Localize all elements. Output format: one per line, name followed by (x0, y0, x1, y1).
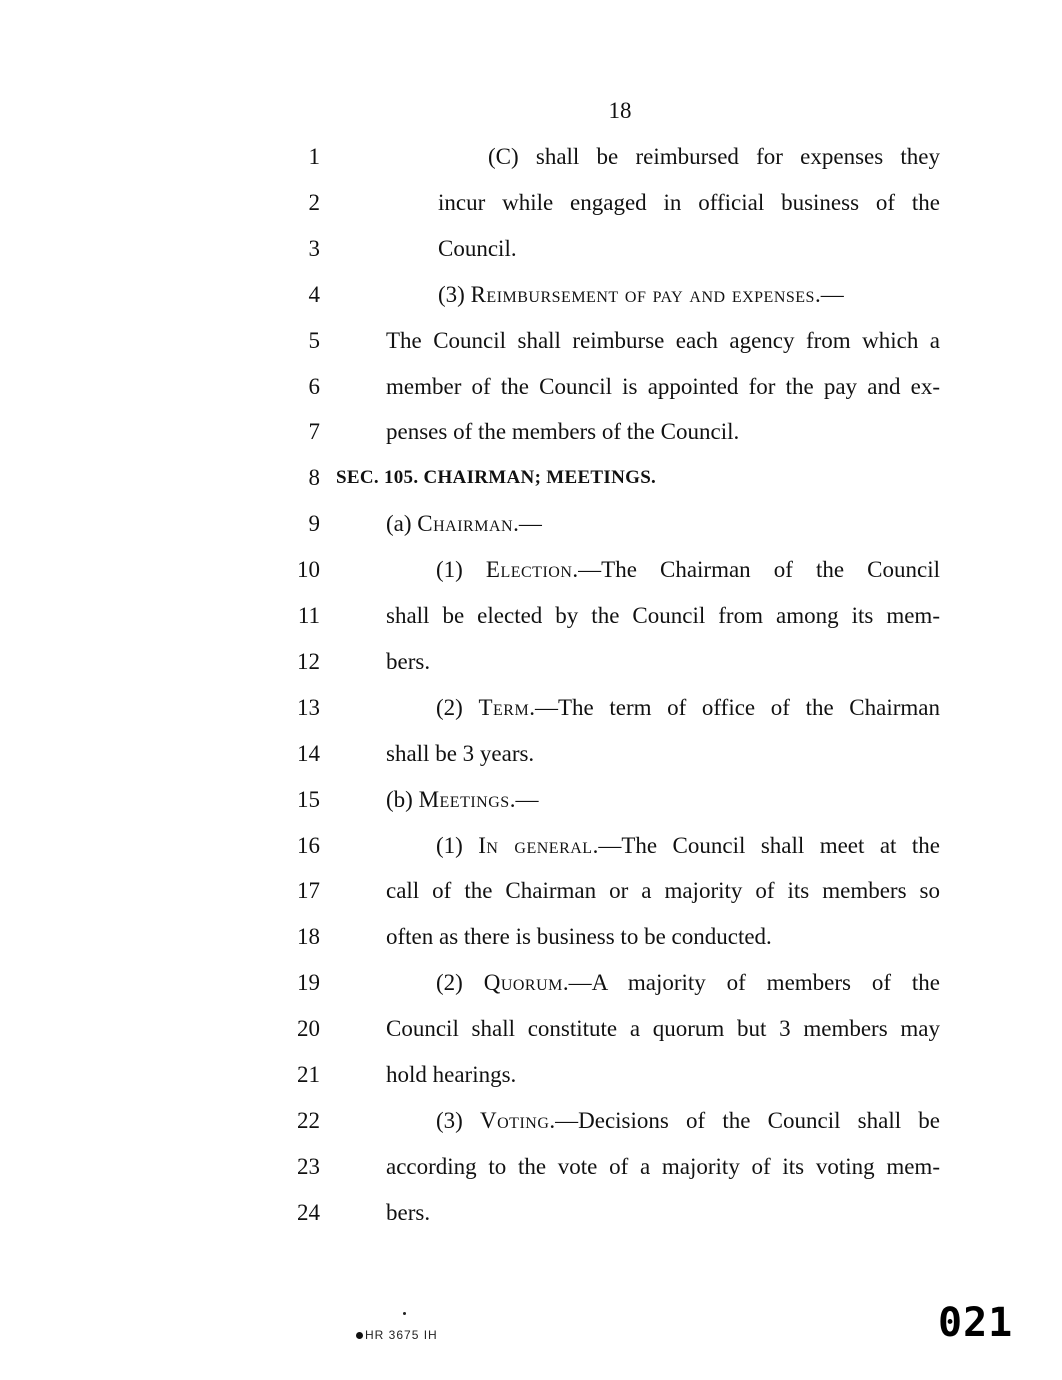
line-text (386, 783, 538, 817)
line-number: 1 (308, 144, 320, 169)
text-segment: bers. (386, 648, 431, 674)
text-segment: (a) (386, 511, 418, 537)
run-in-heading: Reimbursement of pay and expenses (470, 281, 815, 307)
text-segment: .—The term of office of the Chairman (529, 694, 940, 720)
line-text (386, 370, 940, 404)
line-number: 19 (297, 970, 320, 996)
text-segment: Council. (438, 235, 517, 261)
text-line (0, 783, 1062, 817)
line-number: 17 (297, 878, 320, 904)
text-line (0, 645, 1062, 679)
line-number: 11 (297, 603, 320, 628)
line-text (386, 1058, 516, 1092)
text-line (0, 874, 1062, 908)
line-text (386, 507, 542, 541)
text-segment: often as there is business to be conducted. (386, 924, 772, 950)
scan-speck (403, 1312, 406, 1315)
text-line (0, 370, 1062, 404)
line-number: 6 (308, 373, 320, 399)
run-in-heading: Chairman (417, 511, 514, 537)
line-text (386, 1150, 940, 1184)
text-segment: hold hearings. (386, 1062, 517, 1087)
text-segment: (b) (386, 786, 419, 812)
text-segment: incur while engaged in official business of the (438, 189, 940, 215)
run-in-heading: Election (485, 557, 573, 583)
run-in-heading: Voting (480, 1107, 550, 1133)
line-number: 14 (297, 740, 320, 766)
text-segment: Council shall constitute a quorum but 3 members may (386, 1016, 940, 1042)
line-number: 12 (297, 648, 320, 674)
text-line (0, 507, 1062, 541)
text-segment: (1) (436, 832, 479, 858)
text-line (0, 186, 1062, 220)
text-segment: .— (814, 281, 844, 307)
text-segment: call of the Chairman or a majority of its members so (386, 878, 940, 904)
line-text (386, 599, 940, 633)
text-segment: shall be 3 years. (386, 740, 535, 766)
text-segment: .— (513, 511, 542, 537)
line-number: 24 (297, 1199, 320, 1225)
line-text (386, 645, 430, 679)
text-line (0, 737, 1062, 771)
line-number: 13 (297, 694, 320, 720)
text-line (0, 140, 1062, 174)
line-number: 16 (297, 832, 320, 858)
text-line (0, 1012, 1062, 1046)
text-segment: .—A majority of members of the (562, 970, 940, 996)
line-number: 2 (308, 189, 320, 215)
bullet-icon (356, 1332, 363, 1339)
text-segment: SEC. 105. CHAIRMAN; MEETINGS. (336, 467, 657, 489)
line-number: 21 (297, 1062, 320, 1087)
text-segment: shall be elected by the Council from among its mem- (386, 603, 940, 628)
line-number: 15 (297, 786, 320, 812)
text-line (0, 232, 1062, 266)
line-number: 8 (308, 465, 320, 491)
run-in-heading: Term (478, 694, 530, 720)
line-number: 23 (297, 1153, 320, 1179)
line-text (436, 1104, 940, 1138)
line-text (386, 1196, 430, 1230)
text-segment: (3) (436, 1107, 480, 1133)
text-segment: (C) shall be reimbursed for expenses they (488, 144, 940, 169)
page-number: 18 (608, 98, 632, 123)
line-text (386, 737, 534, 771)
text-line (0, 966, 1062, 1000)
line-text (438, 232, 517, 266)
text-segment: bers. (386, 1199, 431, 1225)
line-number: 4 (308, 281, 320, 307)
text-line (0, 1150, 1062, 1184)
line-text (386, 1012, 940, 1046)
text-line (0, 461, 1062, 495)
line-number: 10 (297, 557, 320, 583)
text-line (0, 415, 1062, 449)
line-number: 18 (297, 924, 320, 950)
text-line (0, 599, 1062, 633)
text-segment: .— (509, 786, 539, 812)
bill-footer (356, 1328, 438, 1342)
line-text (386, 874, 940, 908)
line-number: 20 (297, 1016, 320, 1042)
line-text (438, 278, 844, 312)
page-stamp: 021 (938, 1300, 1014, 1346)
text-segment: penses of the members of the Council. (386, 419, 740, 445)
text-line (0, 829, 1062, 863)
line-text (488, 140, 940, 174)
text-segment: (2) (436, 970, 484, 996)
text-segment: (2) (436, 694, 479, 720)
line-text (386, 324, 940, 358)
text-line (0, 691, 1062, 725)
line-number: 5 (308, 327, 320, 353)
line-number: 7 (308, 419, 320, 445)
run-in-heading: Quorum (483, 970, 563, 996)
text-segment: (1) (436, 557, 486, 583)
line-text (386, 415, 739, 449)
text-line (0, 1196, 1062, 1230)
run-in-heading: In general (478, 832, 593, 858)
line-number: 9 (308, 511, 320, 537)
text-line (0, 920, 1062, 954)
line-text (438, 186, 940, 220)
text-line (0, 278, 1062, 312)
text-line (0, 1104, 1062, 1138)
text-segment: member of the Council is appointed for the pay and ex- (386, 373, 940, 399)
text-segment: .—The Council shall meet at the (592, 832, 940, 858)
text-segment: .—The Chairman of the Council (572, 557, 940, 583)
line-text (436, 691, 940, 725)
line-number: 22 (297, 1107, 320, 1133)
text-line (0, 324, 1062, 358)
text-segment: according to the vote of a majority of its voting mem- (386, 1153, 940, 1179)
text-segment: .—Decisions of the Council shall be (549, 1107, 940, 1133)
line-text (436, 829, 940, 863)
line-text (386, 920, 772, 954)
text-line (0, 553, 1062, 587)
text-segment: (3) (438, 281, 471, 307)
line-text (436, 553, 940, 587)
run-in-heading: Meetings (418, 786, 510, 812)
line-text (436, 966, 940, 1000)
text-line (0, 1058, 1062, 1092)
section-heading (336, 461, 656, 495)
bill-code: HR 3675 IH (365, 1328, 438, 1342)
line-number: 3 (308, 235, 320, 261)
text-segment: The Council shall reimburse each agency from which a (386, 327, 940, 353)
